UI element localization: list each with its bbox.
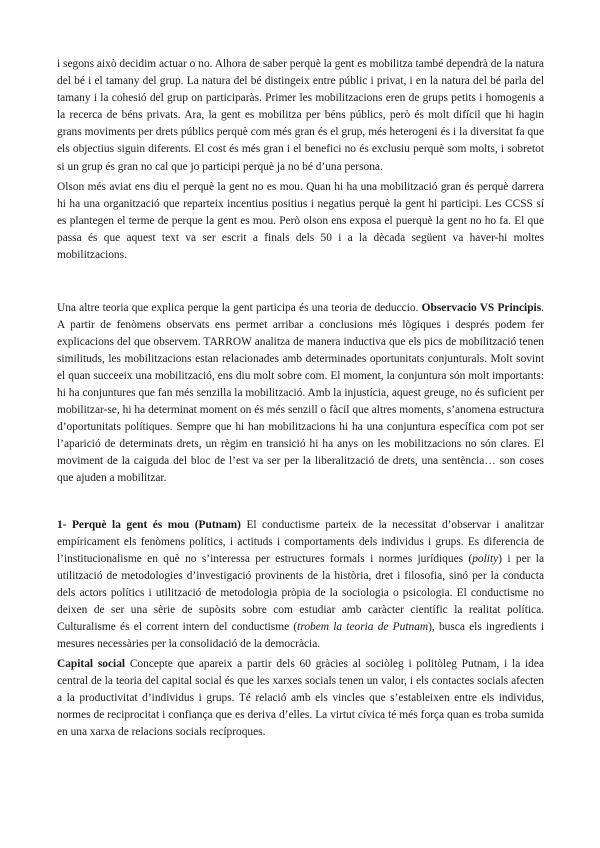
paragraph-putnam-text-c: ), busca els ingredients i mesures necessàries per la consolidació de la democràcia. [57, 621, 544, 650]
paragraph-olson: Olson més aviat ens diu el perquè la gent no es mou. Quan hi ha una mobilització gran és perquè darrera hi ha una organització que reparteix incentius positius i negatius perquè la gent hi participi. Les CCSS sí es plantegen el terme de perque la gent es mou. Però olson ens exposa el puerquè la gent no ho fa. El que passa és que aquest text va ser escrit a finals dels 50 i a la dècada següent va haver-hi moltes mobilitzacions. [57, 181, 544, 261]
paragraph-putnam [57, 517, 544, 653]
paragraph-putnam-text-a: El conductisme parteix de la necessitat d’observar i analitzar empíricament els fenòmens polítics, i actituds i comportaments dels individus i grups. Es diferencia de l’institucionalisme en què no s’interessa per estructures formals i normes jurídiques ( [57, 519, 544, 565]
polity-term: polity [472, 553, 499, 565]
paragraph-social-capital [57, 656, 544, 741]
putnam-section-heading: 1- Perquè la gent és mou (Putnam) [57, 519, 241, 531]
paragraph-mobilization-goods: i segons això decidim actuar o no. Alhora de saber perquè la gent es mobilitza també dependrà de la natura del bé i el tamany del grup. La natura del bé distingeix entre públic i privat, i en la natura del bé parla del tamany i la cohesió del grup on participaràs. Primer les mobilitzacions eren de grups petits i homogenis a la recerca de béns privats. Ara, la gent es mobilitza per béns públics, però és molt difícil que hi hagin grans moviments per drets públics perquè com més gran és el grup, més heterogeni és i la diversitat fa que els objectius siguin diferents. El cost és més gran i el benefici no és exclusiu perquè som molts, i sobretot si un grup és gran no cal que jo participi perquè ja no bé d’una persona. [57, 58, 544, 173]
putnam-theory-note: trobem la teoria de Putnam [297, 621, 429, 633]
paragraph-tarrow [57, 300, 544, 487]
capital-social-heading: Capital social [57, 658, 126, 670]
paragraph-putnam-text-b: ) i per la utilització de metodologies d’investigació provinents de la història, dret i filosofia, sinó per la conducta dels actors polítics i utilització de metodologia pròpia de la sociologia o psicologia. El conductisme no deixen de ser una sèrie de supòsits sobre com estudiar amb caràcter científic la realitat política. Culturalisme és el corrent intern del conductisme ( [57, 553, 545, 633]
paragraph-social-capital-text: Concepte que apareix a partir dels 60 gràcies al sociòleg i politòleg Putnam, i la idea central de la teoria del capital social és que les xarxes socials tenen un valor, i els contactes socials afecten a la productivitat d’individus i grups. Té relació amb els vincles que s’estableixen entre els individus, normes de reciprocitat i confiança que es deriva d’elles. La virtut cívica té més força quan es troba sumida en una xarxa de relacions socials recíproques. [57, 658, 544, 738]
observacio-vs-principis-heading: Observacio VS Principis [421, 302, 542, 314]
paragraph-tarrow-text-b: . A partir de fenòmens observats ens permet arribar a conclusions més lògiques i després podem fer explicacions del que observem. TARROW analitza de manera inductiva que els pics de mobilització tenen similituds, les mobilitzacions estan relacionades amb determinades oportunitats conjunturals. Molt sovint el quan succeeix una mobilització, ens diu molt sobre com. El moment, la conjuntura són molt importants: hi ha conjuntures que fan més senzilla la mobilització. Amb la injustícia, aquest greuge, no és suficient per mobilitzar-se, hi ha determinat moment on és més senzill o fàcil que altres moments, s’anomena estructura d’oportunitats polítiques. Sempre que hi han mobilitzacions hi ha una conjuntura específica com pot ser l’aparició de determinats drets, un règim en transició hi ha anys on les mobilitzacions no són clares. El moviment de la caiguda del bloc de l’est va ser per la liberalització de drets, una sentència… son coses que ajuden a mobilitzar. [57, 302, 544, 484]
paragraph-tarrow-text-a: Una altre teoria que explica perque la gent participa és una teoria de deduccio. [57, 302, 422, 314]
